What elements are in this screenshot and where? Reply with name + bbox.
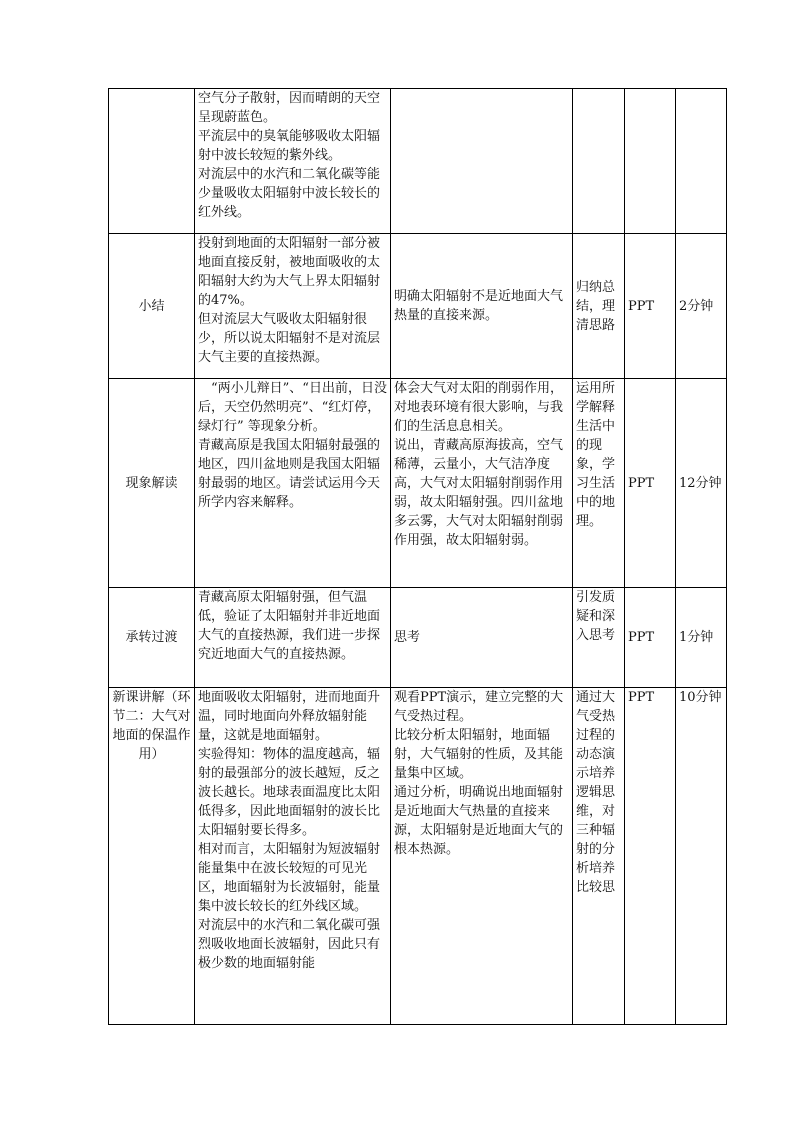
student-paragraph: 明确太阳辐射不是近地面大气热量的直接来源。 [394,289,564,323]
stage-cell: 现象解读 [109,379,195,588]
teacher-paragraph: 对流层中的水汽和二氧化碳可强烈吸收地面长波辐射，因此只有极少数的地面辐射能 [198,918,381,971]
design-intent-cell: 归纳总结，理清思路 [573,234,625,379]
teacher-activity-cell [195,234,391,379]
lesson-plan-table [108,88,727,1025]
design-intent-cell: 通过大气受热过程的动态演示培养逻辑思维，对三种辐射的分析培养比较思 [573,688,625,1025]
table-row [109,379,727,588]
time-cell [676,89,727,234]
student-activity-cell [391,688,573,1025]
media-cell: PPT [625,379,676,588]
teacher-paragraph: 实验得知：物体的温度越高，辐射的最强部分的波长越短，反之波长越长。地球表面温度比太阳低得多，因此地面辐射的波长比太阳辐射要长得多。 [198,747,381,838]
student-activity-cell [391,234,573,379]
design-intent-cell: 引发质疑和深入思考 [573,588,625,688]
teacher-activity-cell [195,379,391,588]
student-activity-cell [391,89,573,234]
teacher-paragraph: 但对流层大气吸收太阳辐射很少，所以说太阳辐射不是对流层大气主要的直接热源。 [198,312,381,365]
time-cell: 12分钟 [676,379,727,588]
time-cell: 1分钟 [676,588,727,688]
media-cell: PPT [625,588,676,688]
table-row [109,89,727,234]
stage-cell: 小结 [109,234,195,379]
student-paragraph: 比较分析太阳辐射，地面辐射，大气辐射的性质，及其能量集中区域。 [394,728,564,781]
teacher-paragraph: 对流层中的水汽和二氧化碳等能少量吸收太阳辐射中波长较长的红外线。 [198,167,381,220]
stage-cell [109,89,195,234]
teacher-activity-cell [195,688,391,1025]
design-intent-cell: 运用所学解释生活中的现象，学习生活中的地理。 [573,379,625,588]
teacher-paragraph: 投射到地面的太阳辐射一部分被地面直接反射，被地面吸收的太阳辐射大约为大气上界太阳辐射的47%。 [198,236,381,308]
teacher-paragraph: 地面吸收太阳辐射，进而地面升温，同时地面向外释放辐射能量，这就是地面辐射。 [198,690,381,743]
table-row [109,588,727,688]
student-paragraph: 思考 [394,630,421,645]
teacher-paragraph: 相对而言，太阳辐射为短波辐射能量集中在波长较短的可见光区，地面辐射为长波辐射，能量集中波长较长的红外线区域。 [198,842,381,914]
design-intent-cell [573,89,625,234]
student-paragraph: 体会大气对太阳的削弱作用，对地表环境有很大影响，与我们的生活息息相关。 [394,381,564,434]
student-activity-cell [391,588,573,688]
teacher-activity-cell [195,89,391,234]
teacher-paragraph: 空气分子散射，因而晴朗的天空呈现蔚蓝色。 [198,91,381,125]
time-cell: 10分钟 [676,688,727,1025]
student-paragraph: 观看PPT演示，建立完整的大气受热过程。 [394,690,564,724]
table-row [109,234,727,379]
media-cell: PPT [625,234,676,379]
table-row [109,688,727,1025]
media-cell [625,89,676,234]
student-paragraph: 说出，青藏高原海拔高，空气稀薄，云量小，大气洁净度高，大气对太阳辐射削弱作用弱，故太阳辐射强。四川盆地多云雾，大气对太阳辐射削弱作用强，故太阳辐射弱。 [394,438,564,548]
student-activity-cell [391,379,573,588]
media-cell: PPT [625,688,676,1025]
student-paragraph: 通过分析，明确说出地面辐射是近地面大气热量的直接来源，太阳辐射是近地面大气的根本热源。 [394,785,564,857]
teacher-paragraph: 平流层中的臭氧能够吸收太阳辐射中波长较短的紫外线。 [198,129,381,163]
stage-cell: 承转过渡 [109,588,195,688]
teacher-paragraph: “两小儿辩日”、“日出前，日没后，天空仍然明亮”、“红灯停，绿灯行” 等现象分析。 [198,381,387,434]
teacher-paragraph: 青藏高原是我国太阳辐射最强的地区，四川盆地则是我国太阳辐射最弱的地区。请尝试运用今天所学内容来解释。 [198,438,381,510]
stage-cell: 新课讲解（环节二：大气对地面的保温作用） [109,688,195,1025]
time-cell: 2分钟 [676,234,727,379]
teacher-activity-cell [195,588,391,688]
teacher-paragraph: 青藏高原太阳辐射强，但气温低，验证了太阳辐射并非近地面大气的直接热源，我们进一步探究近地面大气的直接热源。 [198,590,381,662]
